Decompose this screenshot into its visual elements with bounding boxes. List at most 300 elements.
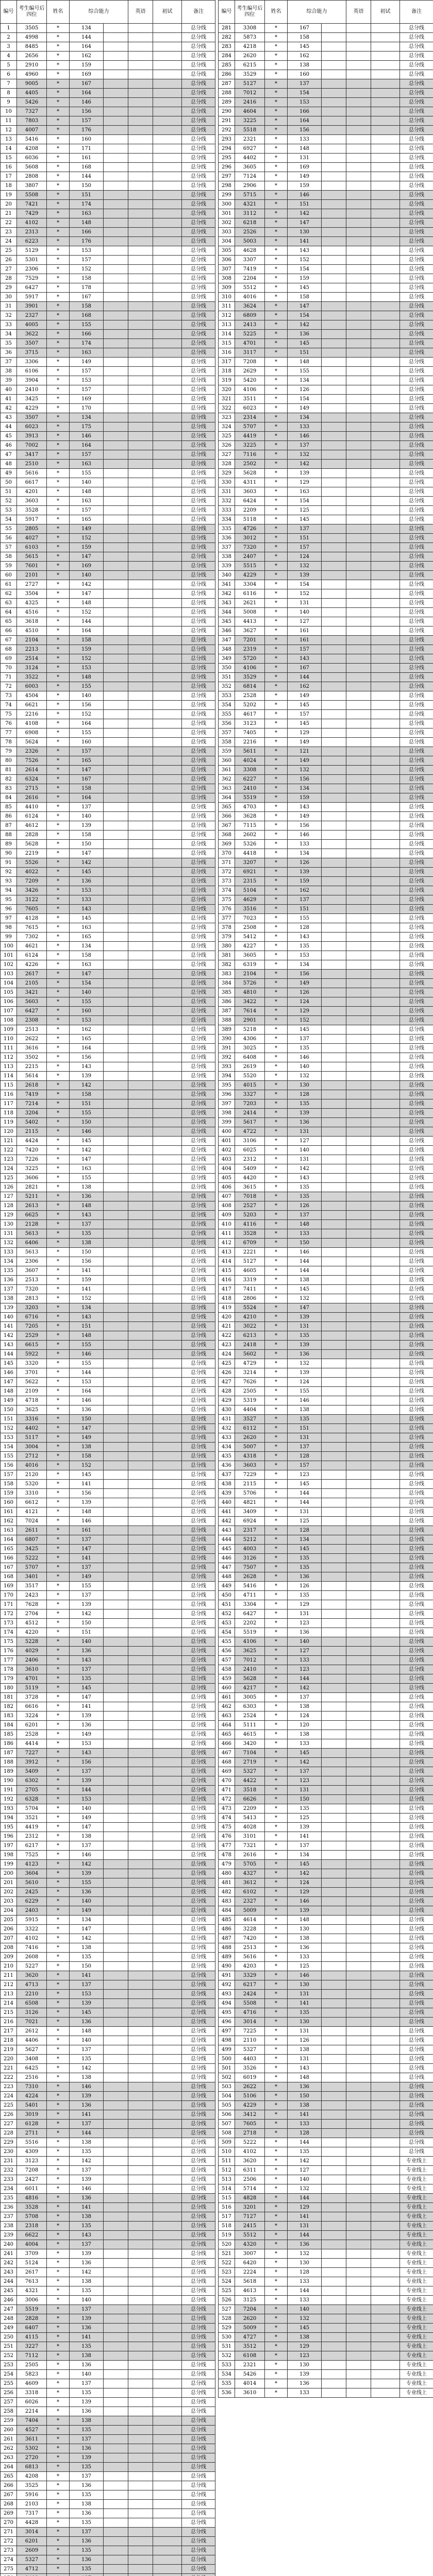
row-index: 422 [219, 1331, 235, 1341]
row-blank [322, 571, 346, 580]
row-exam-id: 6626 [235, 1795, 265, 1804]
row-english [128, 1378, 153, 1387]
row-remark: 总分线 [182, 2101, 215, 2110]
row-english [128, 1832, 153, 1841]
table-row [1, 274, 215, 283]
row-blank [322, 2388, 346, 2398]
row-index: 234 [1, 2184, 17, 2194]
row-name: * [47, 1897, 70, 1906]
table-row [1, 988, 215, 997]
row-comprehensive: 126 [288, 988, 322, 997]
row-initial [153, 469, 182, 478]
row-exam-id: 4229 [17, 404, 47, 413]
row-blank [104, 1452, 128, 1461]
row-index: 13 [1, 135, 17, 144]
row-blank [322, 784, 346, 793]
row-comprehensive: 162 [70, 52, 104, 61]
row-blank [104, 2333, 128, 2342]
table-row [1, 413, 215, 422]
row-english [346, 2184, 371, 2194]
row-exam-id: 5624 [17, 738, 47, 747]
row-exam-id: 5409 [235, 1164, 265, 1174]
row-exam-id: 6813 [17, 2463, 47, 2472]
row-name: * [265, 274, 288, 283]
row-name: * [265, 1322, 288, 1331]
table-row [1, 1665, 215, 1674]
row-initial [153, 719, 182, 728]
row-exam-id: 6128 [17, 2120, 47, 2129]
table-row [219, 1313, 433, 1322]
row-blank [322, 1405, 346, 1415]
row-exam-id: 3112 [235, 209, 265, 218]
row-exam-id: 3625 [17, 1405, 47, 1415]
row-exam-id: 2806 [235, 1294, 265, 1303]
row-remark: 总分线 [182, 246, 215, 256]
row-initial [153, 682, 182, 691]
row-comprehensive: 166 [288, 107, 322, 116]
row-remark: 总分线 [400, 1507, 433, 1517]
row-comprehensive: 138 [288, 1405, 322, 1415]
row-remark: 总分线 [182, 2073, 215, 2082]
row-remark: 总分线 [400, 1563, 433, 1572]
row-exam-id: 7227 [17, 1749, 47, 1758]
row-name: * [47, 1795, 70, 1804]
row-remark: 专业线上 [400, 2314, 433, 2324]
row-name: * [265, 200, 288, 209]
row-comprehensive: 141 [70, 2333, 104, 2342]
row-remark: 总分线 [400, 283, 433, 293]
table-row [1, 534, 215, 543]
row-remark: 总分线 [400, 70, 433, 79]
table-row [219, 422, 433, 432]
table-row [1, 1971, 215, 1980]
row-exam-id: 2616 [235, 1851, 265, 1860]
row-initial [153, 645, 182, 654]
row-name: * [47, 840, 70, 849]
row-initial [153, 330, 182, 339]
row-remark: 总分线 [182, 1461, 215, 1470]
row-remark: 总分线 [182, 1480, 215, 1489]
row-name: * [265, 988, 288, 997]
row-name: * [47, 163, 70, 172]
row-initial [371, 562, 400, 571]
row-blank [322, 1953, 346, 1962]
row-comprehensive: 139 [70, 1600, 104, 1609]
table-row [1, 1962, 215, 1971]
table-row [1, 1322, 215, 1331]
row-exam-id: 5401 [17, 2101, 47, 2110]
row-initial [153, 1925, 182, 1934]
table-row [219, 2212, 433, 2222]
row-name: * [47, 562, 70, 571]
table-row [1, 599, 215, 608]
row-name: * [265, 1934, 288, 1943]
row-initial [371, 358, 400, 367]
row-remark: 总分线 [182, 79, 215, 89]
row-initial [153, 2370, 182, 2379]
row-initial [153, 1072, 182, 1081]
row-blank [104, 710, 128, 719]
row-comprehensive: 133 [288, 2277, 322, 2286]
table-row [219, 524, 433, 534]
row-remark: 总分线 [400, 868, 433, 877]
row-index: 5 [1, 61, 17, 70]
row-comprehensive: 155 [70, 469, 104, 478]
row-name: * [47, 2036, 70, 2045]
row-blank [104, 330, 128, 339]
row-index: 505 [219, 2101, 235, 2110]
row-comprehensive: 151 [288, 200, 322, 209]
row-blank [104, 2064, 128, 2073]
row-comprehensive: 136 [288, 1572, 322, 1582]
row-remark: 专业线上 [400, 2212, 433, 2222]
row-index: 383 [219, 970, 235, 979]
row-english [128, 1776, 153, 1786]
row-remark: 总分线 [182, 107, 215, 116]
row-initial [153, 636, 182, 645]
row-name: * [265, 163, 288, 172]
row-index: 341 [219, 580, 235, 589]
row-blank [104, 1897, 128, 1906]
row-english [346, 1424, 371, 1433]
table-row [219, 1517, 433, 1526]
row-remark: 总分线 [400, 1341, 433, 1350]
row-english [346, 599, 371, 608]
row-remark: 总分线 [182, 1572, 215, 1582]
row-index: 318 [219, 367, 235, 376]
table-row [219, 358, 433, 367]
table-row [219, 942, 433, 951]
row-name: * [47, 1851, 70, 1860]
row-initial [153, 1832, 182, 1841]
row-initial [371, 691, 400, 701]
row-comprehensive: 158 [70, 274, 104, 283]
row-index: 229 [1, 2138, 17, 2147]
row-initial [371, 923, 400, 933]
row-blank [322, 756, 346, 766]
row-english [346, 997, 371, 1007]
table-row [1, 1711, 215, 1721]
row-exam-id: 6124 [17, 812, 47, 821]
row-remark: 总分线 [400, 2147, 433, 2157]
row-comprehensive: 144 [70, 2129, 104, 2138]
table-row [1, 2444, 215, 2453]
row-english [346, 2259, 371, 2268]
row-name: * [47, 1841, 70, 1851]
row-english [346, 1053, 371, 1062]
row-exam-id: 4712 [17, 2565, 47, 2574]
table-row [219, 246, 433, 256]
row-blank [104, 1804, 128, 1814]
row-name: * [47, 172, 70, 181]
row-comprehensive: 138 [70, 2277, 104, 2286]
row-remark: 专业线上 [400, 2324, 433, 2333]
row-english [346, 2388, 371, 2398]
row-comprehensive: 133 [288, 1656, 322, 1665]
row-remark: 总分线 [182, 738, 215, 747]
row-exam-id: 7320 [17, 1285, 47, 1294]
row-remark: 总分线 [400, 1378, 433, 1387]
table-row [219, 2249, 433, 2259]
row-comprehensive: 157 [70, 747, 104, 756]
row-index: 19 [1, 191, 17, 200]
row-name: * [47, 1174, 70, 1183]
row-english [128, 1387, 153, 1396]
row-index: 472 [219, 1795, 235, 1804]
row-comprehensive: 158 [70, 784, 104, 793]
row-initial [153, 2435, 182, 2444]
row-comprehensive: 151 [288, 905, 322, 914]
row-initial [371, 2277, 400, 2286]
table-row [219, 2379, 433, 2388]
row-exam-id: 5602 [235, 1350, 265, 1359]
row-index: 49 [1, 469, 17, 478]
row-index: 502 [219, 2073, 235, 2082]
row-exam-id: 5129 [17, 246, 47, 256]
row-index: 390 [219, 1035, 235, 1044]
row-blank [104, 2138, 128, 2147]
row-remark: 总分线 [182, 2296, 215, 2305]
table-row [1, 849, 215, 858]
row-blank [322, 413, 346, 422]
row-english [346, 2008, 371, 2018]
row-name: * [265, 1285, 288, 1294]
row-index: 73 [1, 691, 17, 701]
row-initial [153, 2129, 182, 2138]
row-remark: 总分线 [400, 52, 433, 61]
row-remark: 总分线 [400, 79, 433, 89]
row-initial [371, 747, 400, 756]
row-comprehensive: 139 [70, 2175, 104, 2184]
table-row [1, 1860, 215, 1869]
row-comprehensive: 156 [70, 701, 104, 710]
row-exam-id: 3316 [17, 1415, 47, 1424]
row-index: 285 [219, 61, 235, 70]
row-name: * [265, 2064, 288, 2073]
row-name: * [47, 339, 70, 348]
row-remark: 总分线 [400, 1405, 433, 1415]
row-name: * [47, 209, 70, 218]
row-remark: 总分线 [182, 793, 215, 803]
row-blank [104, 1313, 128, 1322]
table-row [1, 2555, 215, 2565]
row-english [346, 1609, 371, 1619]
row-index: 130 [1, 1220, 17, 1229]
row-index: 250 [1, 2333, 17, 2342]
row-english [346, 719, 371, 728]
row-comprehensive: 138 [288, 1934, 322, 1943]
row-blank [104, 1396, 128, 1405]
row-index: 20 [1, 200, 17, 209]
row-exam-id: 2529 [17, 1331, 47, 1341]
row-index: 154 [1, 1443, 17, 1452]
row-name: * [47, 2361, 70, 2370]
row-index: 194 [1, 1814, 17, 1823]
row-exam-id: 7420 [17, 1146, 47, 1155]
row-english [346, 2314, 371, 2324]
row-index: 80 [1, 756, 17, 766]
row-exam-id: 5715 [235, 191, 265, 200]
row-initial [371, 2249, 400, 2259]
row-name: * [47, 2305, 70, 2314]
row-blank [104, 970, 128, 979]
row-blank [104, 2370, 128, 2379]
row-index: 426 [219, 1368, 235, 1378]
table-row [219, 1164, 433, 1174]
row-comprehensive: 147 [70, 766, 104, 775]
row-blank [104, 1906, 128, 1916]
row-english [346, 831, 371, 840]
row-blank [322, 728, 346, 738]
row-blank [322, 107, 346, 116]
row-initial [153, 1137, 182, 1146]
row-initial [153, 1814, 182, 1823]
row-english [346, 70, 371, 79]
row-blank [322, 645, 346, 654]
row-index: 368 [219, 831, 235, 840]
row-english [128, 1016, 153, 1025]
row-initial [153, 515, 182, 524]
row-english [128, 1239, 153, 1248]
row-name: * [265, 1851, 288, 1860]
row-initial [153, 589, 182, 599]
row-english [128, 1980, 153, 1990]
row-initial [153, 1266, 182, 1276]
row-initial [153, 1405, 182, 1415]
table-row [219, 1906, 433, 1916]
row-comprehensive: 139 [70, 1999, 104, 2008]
row-name: * [47, 2249, 70, 2259]
table-row [219, 960, 433, 970]
table-row [1, 256, 215, 265]
row-remark: 总分线 [182, 2388, 215, 2398]
row-comprehensive: 162 [70, 1025, 104, 1035]
table-row [1, 2314, 215, 2324]
row-english [128, 747, 153, 756]
row-english [346, 2157, 371, 2166]
table-row [219, 1721, 433, 1730]
row-blank [104, 1155, 128, 1164]
table-row [219, 2157, 433, 2166]
row-name: * [265, 1962, 288, 1971]
row-blank [104, 2018, 128, 2027]
row-exam-id: 4318 [235, 1452, 265, 1461]
row-name: * [265, 756, 288, 766]
row-blank [322, 895, 346, 905]
row-name: * [47, 1823, 70, 1832]
table-row [219, 515, 433, 524]
row-exam-id: 7526 [17, 756, 47, 766]
row-initial [371, 2101, 400, 2110]
table-row [1, 98, 215, 107]
row-exam-id: 2727 [17, 580, 47, 589]
row-initial [153, 2203, 182, 2212]
row-comprehensive: 130 [288, 1081, 322, 1090]
table-row [1, 2463, 215, 2472]
row-exam-id: 2514 [17, 654, 47, 664]
row-english [346, 2268, 371, 2277]
row-exam-id: 4108 [17, 719, 47, 728]
table-row [1, 673, 215, 682]
row-english [346, 812, 371, 821]
row-initial [371, 163, 400, 172]
row-initial [153, 1545, 182, 1554]
row-initial [153, 1572, 182, 1582]
row-remark: 总分线 [182, 1387, 215, 1396]
row-exam-id: 6215 [235, 61, 265, 70]
row-exam-id: 3106 [235, 1137, 265, 1146]
table-row [1, 1229, 215, 1239]
row-english [346, 691, 371, 701]
row-index: 290 [219, 107, 235, 116]
table-row [219, 2036, 433, 2045]
row-remark: 总分线 [182, 478, 215, 487]
row-blank [104, 2092, 128, 2101]
row-name: * [265, 682, 288, 691]
table-row [1, 1007, 215, 1016]
table-row [219, 1656, 433, 1665]
row-remark: 总分线 [182, 1211, 215, 1220]
row-name: * [265, 441, 288, 450]
row-comprehensive: 142 [70, 2268, 104, 2277]
row-index: 252 [1, 2351, 17, 2361]
row-blank [322, 960, 346, 970]
row-exam-id: 3421 [17, 988, 47, 997]
row-remark: 总分线 [182, 330, 215, 339]
row-blank [104, 1201, 128, 1211]
row-remark: 总分线 [400, 395, 433, 404]
row-index: 43 [1, 413, 17, 422]
row-blank [104, 1693, 128, 1702]
row-comprehensive: 150 [288, 1239, 322, 1248]
row-initial [153, 2240, 182, 2249]
row-initial [371, 701, 400, 710]
row-english [346, 218, 371, 228]
row-initial [153, 2314, 182, 2324]
row-name: * [47, 460, 70, 469]
row-index: 26 [1, 256, 17, 265]
row-exam-id: 3528 [17, 2203, 47, 2212]
row-exam-id: 4828 [235, 2194, 265, 2203]
table-row [1, 367, 215, 376]
row-index: 300 [219, 200, 235, 209]
row-remark: 总分线 [400, 209, 433, 218]
row-remark: 总分线 [182, 1656, 215, 1665]
row-index: 333 [219, 506, 235, 515]
row-initial [153, 2082, 182, 2092]
row-comprehensive: 133 [288, 840, 322, 849]
row-index: 94 [1, 886, 17, 895]
row-english [128, 1341, 153, 1350]
row-blank [322, 274, 346, 283]
row-blank [322, 1127, 346, 1137]
table-row [1, 701, 215, 710]
header-english: 英语 [346, 1, 371, 24]
row-name: * [265, 2045, 288, 2055]
row-english [346, 2249, 371, 2259]
row-exam-id: 2612 [17, 2027, 47, 2036]
row-name: * [265, 1109, 288, 1118]
row-blank [322, 1878, 346, 1888]
row-name: * [47, 1665, 70, 1674]
row-remark: 总分线 [400, 450, 433, 460]
row-remark: 专业线上 [400, 2194, 433, 2203]
row-exam-id: 5302 [17, 2444, 47, 2453]
row-blank [104, 524, 128, 534]
row-remark: 总分线 [182, 1953, 215, 1962]
row-comprehensive: 140 [288, 1146, 322, 1155]
row-index: 268 [1, 2500, 17, 2509]
